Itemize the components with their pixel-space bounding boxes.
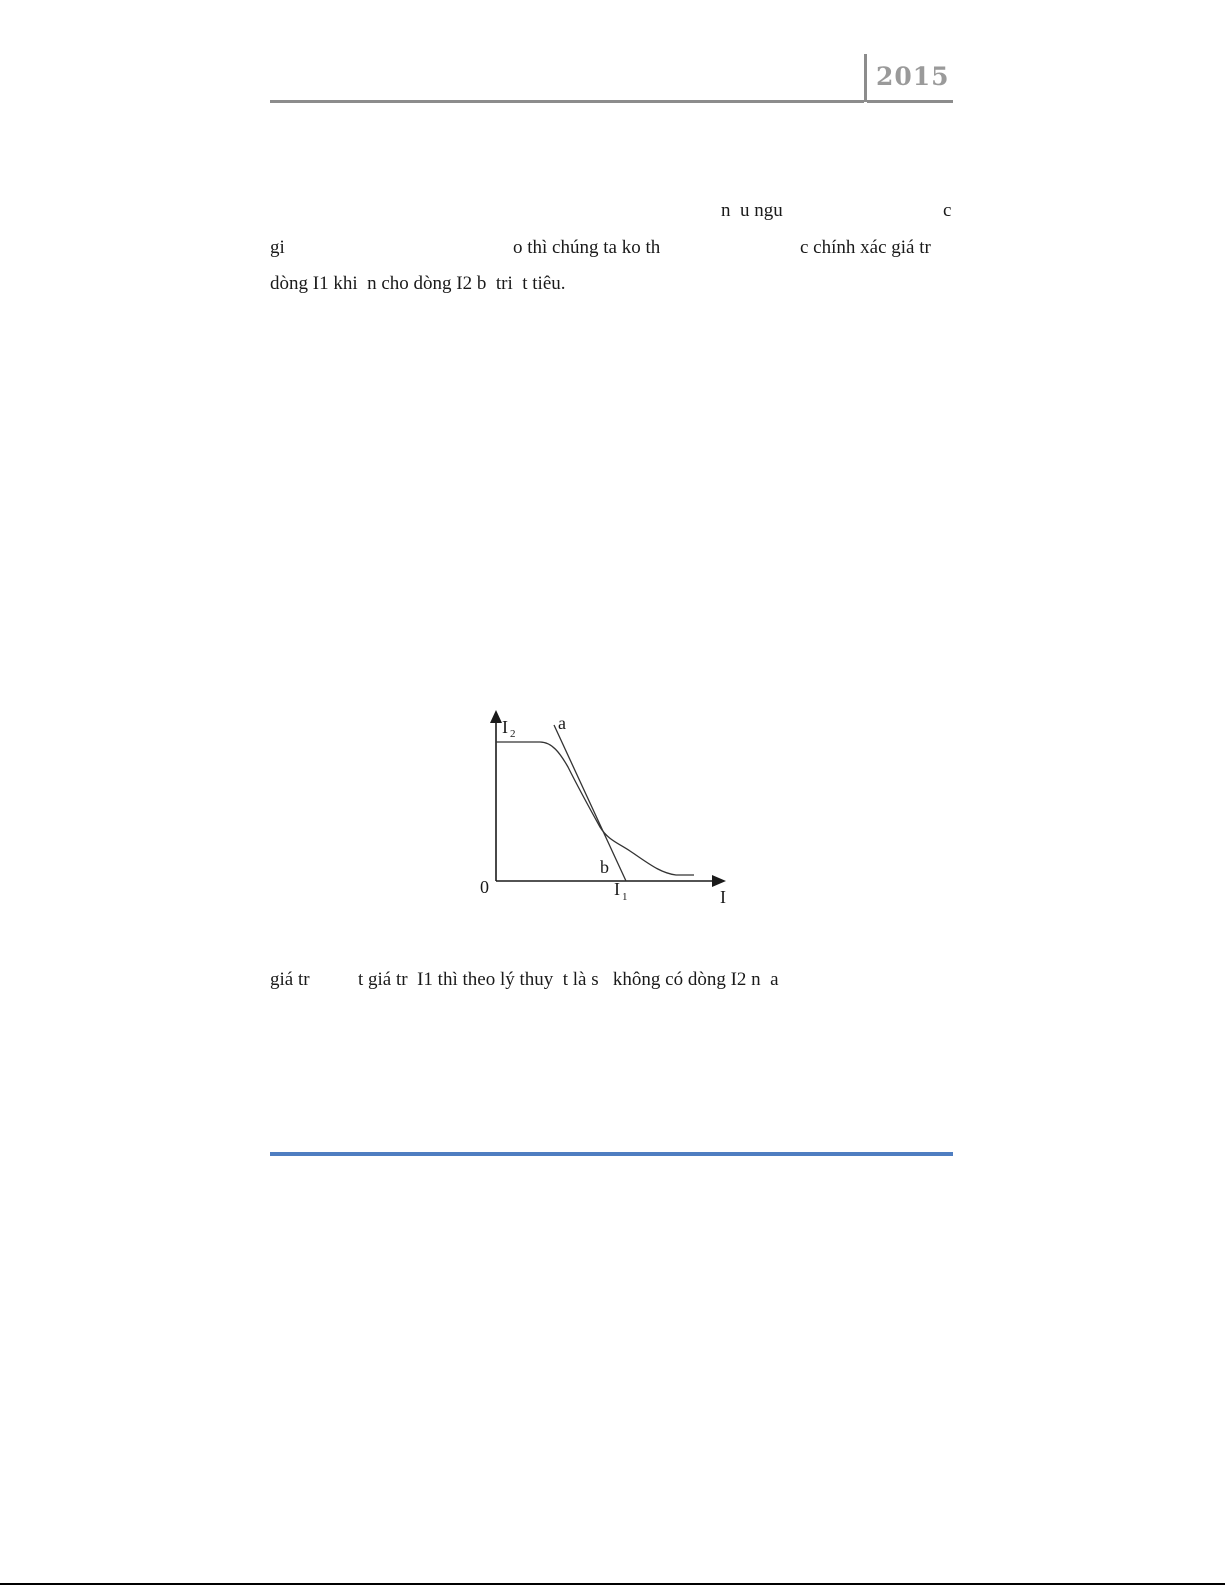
intercept-label-sub: 1 xyxy=(622,891,628,903)
tangent-label-b: b xyxy=(600,857,609,877)
header-separator xyxy=(864,54,867,102)
origin-label: 0 xyxy=(480,877,489,897)
paragraph-1-fragment: n u ngu xyxy=(721,200,783,221)
header-rule-right xyxy=(867,100,953,103)
footer-rule xyxy=(270,1152,953,1156)
intercept-label: I xyxy=(614,879,620,899)
paragraph-1-fragment: gi xyxy=(270,237,285,258)
i2-curve xyxy=(496,742,694,875)
y-axis-label-sub: 2 xyxy=(510,728,516,740)
current-graph-figure xyxy=(480,705,740,915)
x-axis-arrow xyxy=(712,875,726,887)
paragraph-1-fragment: dòng I1 khi n cho dòng I2 b tri t tiêu. xyxy=(270,273,566,294)
tangent-label-a: a xyxy=(558,713,566,733)
paragraph-1-fragment: c chính xác giá tr xyxy=(800,237,931,258)
paragraph-1-fragment: o thì chúng ta ko th xyxy=(513,237,661,258)
paragraph-2-fragment: giá tr xyxy=(270,969,310,990)
header-year: 2015 xyxy=(876,62,950,91)
tangent-line xyxy=(554,725,626,881)
y-axis-arrow xyxy=(490,710,502,723)
x-axis-label: I xyxy=(720,887,726,907)
header-rule xyxy=(270,100,864,103)
y-axis-label: I xyxy=(502,717,508,737)
paragraph-1-fragment: c xyxy=(943,200,952,221)
paragraph-2-fragment: t giá tr I1 thì theo lý thuy t là s không có dòng I2 n a xyxy=(358,969,779,990)
